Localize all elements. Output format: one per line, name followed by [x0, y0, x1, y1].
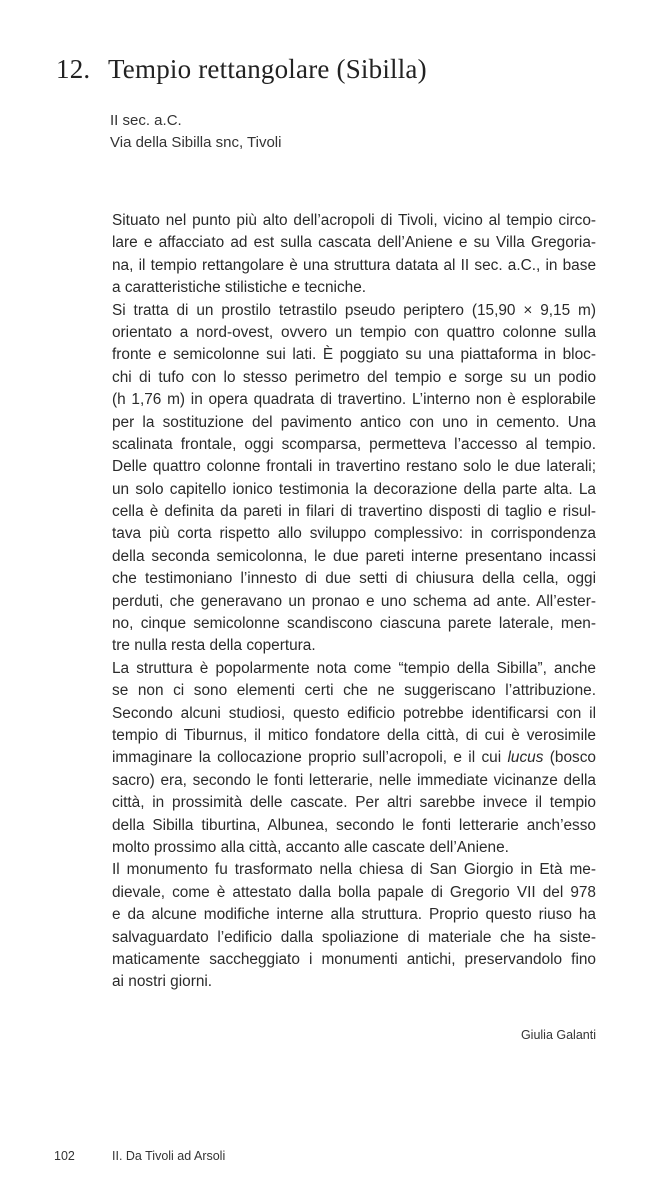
body-text-segment: La struttura è popolarmente nota come “tempio della Sibilla”, anche	[112, 659, 596, 677]
body-text-segment: a caratteristiche stilistiche e tecniche.	[112, 279, 367, 297]
body-text-segment: Si tratta di un prostilo tetrastilo pseudo periptero (15,90 × 9,15 m)	[112, 301, 596, 319]
body-line	[112, 568, 596, 590]
body-text-segment: tre nulla resta della copertura.	[112, 637, 316, 655]
body-text-segment: tempio di Tiburnus, il mitico fondatore della città, di cui è verosimile	[112, 726, 596, 744]
body-line	[112, 658, 596, 680]
body-text-segment: maticamente saccheggiato i monumenti antichi, preservandolo fino	[112, 950, 596, 968]
entry-title: Tempio rettangolare (Sibilla)	[108, 54, 427, 84]
body-line	[112, 210, 596, 232]
body-text-segment: Il monumento fu trasformato nella chiesa di San Giorgio in Età me-	[112, 861, 596, 879]
entry-address: Via della Sibilla snc, Tivoli	[110, 134, 282, 151]
body-line	[112, 882, 596, 904]
body-text-segment: no, cinque semicolonne scandiscono ciascuna parete laterale, men-	[112, 615, 596, 633]
body-line	[112, 479, 596, 501]
body-text-segment: tava più corta rispetto allo sviluppo complessivo: in corrispondenza	[112, 525, 596, 543]
body-line	[112, 725, 596, 747]
body-text-segment: Situato nel punto più alto dell’acropoli di Tivoli, vicino al tempio circo-	[112, 212, 596, 229]
section-title: II. Da Tivoli ad Arsoli	[112, 1149, 226, 1163]
page-number: 102	[54, 1149, 75, 1163]
body-text-segment: e da alcune modifiche interne alla struttura. Proprio questo riuso ha	[112, 906, 596, 924]
body-text-segment: ai nostri giorni.	[112, 973, 213, 991]
body-text-segment: dievale, come è attestato dalla bolla papale di Gregorio VII del 978	[112, 883, 596, 901]
body-text-segment: Secondo alcuni studiosi, questo edificio potrebbe identificarsi con il	[112, 704, 596, 722]
body-line	[112, 232, 596, 254]
body-line	[112, 434, 596, 456]
body-text-segment: lare e affacciato ad est sulla cascata dell’Aniene e su Villa Gregoria-	[112, 234, 596, 252]
body-text-segment: immaginare la collocazione proprio sull’acropoli, e il cui	[112, 749, 508, 767]
body-text	[112, 210, 596, 994]
body-line	[112, 546, 596, 568]
body-text-segment: cella è definita da pareti in filari di travertino disposti di taglio e risul-	[112, 503, 596, 521]
body-text-segment: se non ci sono elementi certi che ne suggeriscano l’attribuzione.	[112, 682, 596, 700]
body-text-segment: per la sostituzione del pavimento antico con uno in cemento. Una	[112, 413, 596, 431]
body-line	[112, 949, 596, 971]
body-line	[112, 904, 596, 926]
body-line	[112, 255, 596, 277]
body-text-segment: sacro) era, secondo le fonti letterarie, nelle immediate vicinanze della	[112, 771, 596, 789]
entry-meta	[110, 110, 281, 154]
body-line	[112, 412, 596, 434]
body-line	[112, 344, 596, 366]
body-line	[112, 635, 596, 657]
body-text-segment: scalinata frontale, oggi scomparsa, permetteva l’accesso al tempio.	[112, 435, 596, 453]
body-line	[112, 703, 596, 725]
body-line	[112, 501, 596, 523]
body-line	[112, 770, 596, 792]
body-line	[112, 792, 596, 814]
body-line	[112, 389, 596, 411]
body-line	[112, 859, 596, 881]
body-line	[112, 927, 596, 949]
body-line	[112, 456, 596, 478]
body-line	[112, 680, 596, 702]
body-text-segment: perduti, che generavano un pronao e uno schema ad ante. All’ester-	[112, 592, 596, 610]
page-footer	[54, 1149, 225, 1163]
body-text-segment: un solo capitello ionico testimonia la decorazione della parte alta. La	[112, 480, 596, 498]
body-line	[112, 747, 596, 769]
body-text-segment: salvaguardato l’edificio dalla spoliazione di materiale che ha siste-	[112, 928, 596, 946]
body-text-segment: della Sibilla tiburtina, Albunea, secondo le fonti letterarie anch’esso	[112, 816, 596, 834]
body-text-segment: (bosco	[543, 749, 596, 767]
entry-heading	[56, 54, 427, 85]
body-line	[112, 523, 596, 545]
body-line	[112, 367, 596, 389]
body-text-segment: (h 1,76 m) in opera quadrata di travertino. L’interno non è esplorabile	[112, 391, 596, 409]
body-text-segment: na, il tempio rettangolare è una struttura datata al II sec. a.C., in base	[112, 256, 596, 274]
author-signature: Giulia Galanti	[520, 1028, 596, 1042]
body-line	[112, 591, 596, 613]
body-line	[112, 815, 596, 837]
body-line	[112, 613, 596, 635]
body-text-segment: che testimoniano l’innesto di due setti di chiusura della cella, oggi	[112, 570, 596, 588]
body-line	[112, 837, 596, 859]
body-text-segment: molto prossimo alla città, accanto alle cascate dell’Aniene.	[112, 838, 509, 856]
body-text-segment: Delle quattro colonne frontali in travertino restano solo le due laterali;	[112, 458, 596, 476]
body-line	[112, 322, 596, 344]
body-text-segment: orientato a nord-ovest, ovvero un tempio con quattro colonne sulla	[112, 323, 596, 341]
body-text-segment: città, in prossimità delle cascate. Per altri sarebbe invece il tempio	[112, 794, 596, 812]
italic-term: lucus	[507, 749, 544, 767]
body-text-segment: fronte e semicolonne sui lati. È poggiato su una piattaforma in bloc-	[112, 346, 596, 364]
entry-date: II sec. a.C.	[110, 112, 182, 129]
entry-number: 12.	[56, 54, 91, 84]
body-text-segment: chi di tufo con lo stesso perimetro del tempio e sorge su un podio	[112, 368, 596, 386]
body-line	[112, 300, 596, 322]
body-text-segment: della seconda semicolonna, le due pareti interne presentano incassi	[112, 547, 596, 565]
body-line	[112, 971, 596, 993]
body-line	[112, 277, 596, 299]
